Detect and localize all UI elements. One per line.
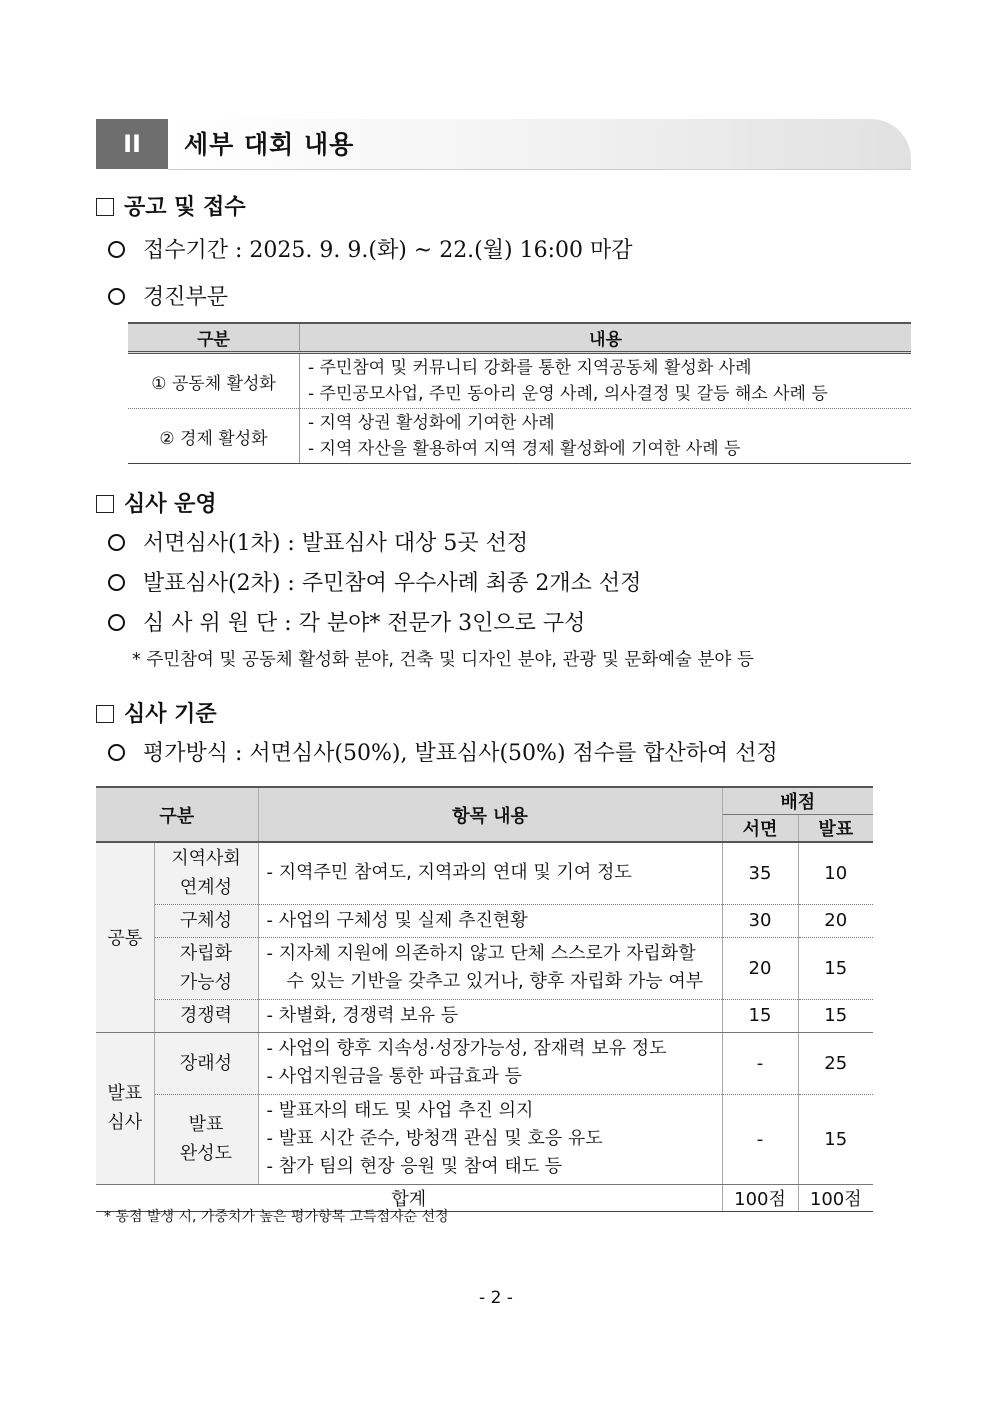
group-cell: 공통 xyxy=(96,842,154,1032)
square-bullet-icon xyxy=(96,495,114,513)
content-line: - 발표 시간 준수, 방청객 관심 및 호응 유도 xyxy=(266,1128,603,1149)
group-line: 발표 xyxy=(107,1083,143,1104)
total-written: 100점 xyxy=(722,1184,798,1211)
heading-text: 심사 운영 xyxy=(124,492,217,517)
bullet-judges xyxy=(108,606,585,637)
bullet-method xyxy=(108,736,778,767)
table-header: 내용 xyxy=(300,323,912,353)
heading-announcement xyxy=(96,190,246,221)
heading-text: 공고 및 접수 xyxy=(124,195,246,220)
bullet-categories xyxy=(108,280,228,311)
sub-line: 가능성 xyxy=(179,972,233,993)
square-bullet-icon xyxy=(96,198,114,216)
table-row xyxy=(96,842,873,904)
circle-bullet-icon xyxy=(108,744,125,761)
sub-line: 지역사회 xyxy=(171,848,241,870)
heading-criteria xyxy=(96,697,217,728)
sub-category-cell: 장래성 xyxy=(154,1032,258,1094)
bullet-period xyxy=(108,233,633,264)
group-line: 심사 xyxy=(107,1112,143,1133)
bullet-text: 심 사 위 원 단 : 각 분야* 전문가 3인으로 구성 xyxy=(143,611,586,636)
bullet-text: 경진부문 xyxy=(143,285,229,310)
written-score: 20 xyxy=(722,937,798,999)
bullet-text: 접수기간 : 2025. 9. 9.(화) ~ 22.(월) 16:00 마감 xyxy=(143,238,633,263)
category-cell: ② 경제 활성화 xyxy=(128,409,300,464)
group-cell xyxy=(96,1032,154,1184)
table-row xyxy=(128,409,911,464)
table-row xyxy=(96,1032,873,1094)
table-header: 서면 xyxy=(722,815,798,843)
presentation-score: 15 xyxy=(798,937,873,999)
written-score: 30 xyxy=(722,904,798,937)
table-header: 구분 xyxy=(96,787,258,842)
presentation-score: 10 xyxy=(798,842,873,904)
presentation-score: 15 xyxy=(798,1094,873,1184)
content-line: - 지역 자산을 활용하여 지역 경제 활성화에 기여한 사례 등 xyxy=(308,439,741,459)
table-header: 항목 내용 xyxy=(258,787,722,842)
circle-bullet-icon xyxy=(108,241,125,258)
criteria-table xyxy=(96,786,873,1212)
written-score: - xyxy=(722,1032,798,1094)
content-line: - 주민공모사업, 주민 동아리 운영 사례, 의사결정 및 갈등 해소 사례 등 xyxy=(308,384,828,404)
table-header: 배점 xyxy=(722,787,873,815)
content-cell xyxy=(258,1032,722,1094)
circle-bullet-icon xyxy=(108,534,125,551)
content-cell xyxy=(258,1094,722,1184)
sub-line: 발표 xyxy=(188,1114,224,1135)
presentation-score: 20 xyxy=(798,904,873,937)
content-line: - 지역 상권 활성화에 기여한 사례 xyxy=(308,413,555,433)
circle-bullet-icon xyxy=(108,614,125,631)
content-line: - 사업의 향후 지속성·성장가능성, 잠재력 보유 정도 xyxy=(266,1038,667,1059)
presentation-score: 15 xyxy=(798,999,873,1032)
square-bullet-icon xyxy=(96,705,114,723)
bullet-text: 서면심사(1차) : 발표심사 대상 5곳 선정 xyxy=(143,531,529,556)
written-score: 15 xyxy=(722,999,798,1032)
table-header: 발표 xyxy=(798,815,873,843)
content-cell: - 차별화, 경쟁력 보유 등 xyxy=(258,999,722,1032)
total-label: 합계 xyxy=(96,1184,722,1211)
content-cell xyxy=(258,842,722,904)
bullet-presentation-review xyxy=(108,566,641,597)
table-header: 구분 xyxy=(128,323,300,353)
total-presentation: 100점 xyxy=(798,1184,873,1211)
sub-category-cell xyxy=(154,1094,258,1184)
section-header xyxy=(96,119,911,169)
written-score: 35 xyxy=(722,842,798,904)
content-line: - 발표자의 태도 및 사업 추진 의지 xyxy=(266,1100,534,1121)
content-cell: - 사업의 구체성 및 실제 추진현황 xyxy=(258,904,722,937)
content-line: - 주민참여 및 커뮤니티 강화를 통한 지역공동체 활성화 사례 xyxy=(308,358,752,378)
sub-line: 완성도 xyxy=(179,1143,233,1164)
content-line: - 사업지원금을 통한 파급효과 등 xyxy=(266,1066,522,1087)
sub-category-cell: 구체성 xyxy=(154,904,258,937)
circle-bullet-icon xyxy=(108,574,125,591)
content-cell xyxy=(300,353,912,409)
content-line: - 지자체 지원에 의존하지 않고 단체 스스로가 자립화할 xyxy=(266,943,696,964)
table-row xyxy=(96,904,873,937)
presentation-score: 25 xyxy=(798,1032,873,1094)
tie-note: * 동점 발생 시, 가중치가 높은 평가항목 고득점자순 선정 xyxy=(104,1209,449,1225)
bullet-written-review xyxy=(108,526,528,557)
content-line: - 지역주민 참여도, 지역과의 연대 및 기여 정도 xyxy=(266,862,632,884)
sub-line: 연계성 xyxy=(179,877,233,899)
section-title-bar xyxy=(168,119,911,170)
bullet-text: 평가방식 : 서면심사(50%), 발표심사(50%) 점수를 합산하여 선정 xyxy=(143,741,778,766)
heading-text: 심사 기준 xyxy=(124,702,217,727)
content-line: 수 있는 기반을 갖추고 있거나, 향후 자립화 가능 여부 xyxy=(286,971,704,992)
page-number: - 2 - xyxy=(479,1288,513,1308)
bullet-text: 발표심사(2차) : 주민참여 우수사례 최종 2개소 선정 xyxy=(143,571,642,596)
sub-category-cell: 경쟁력 xyxy=(154,999,258,1032)
category-cell: ① 공동체 활성화 xyxy=(128,353,300,409)
section-title: 세부 대회 내용 xyxy=(184,130,355,159)
content-line: - 참가 팀의 현장 응원 및 참여 태도 등 xyxy=(266,1156,563,1177)
judges-note: * 주민참여 및 공동체 활성화 분야, 건축 및 디자인 분야, 관광 및 문화예술 분야 등 xyxy=(132,650,754,670)
section-number: II xyxy=(96,119,168,169)
heading-review-operation xyxy=(96,487,217,518)
sub-category-cell xyxy=(154,842,258,904)
table-row xyxy=(96,999,873,1032)
table-row xyxy=(96,937,873,999)
written-score: - xyxy=(722,1094,798,1184)
table-row xyxy=(96,1094,873,1184)
category-table xyxy=(128,322,911,464)
sub-line: 자립화 xyxy=(179,943,233,964)
circle-bullet-icon xyxy=(108,288,125,305)
content-cell xyxy=(258,937,722,999)
sub-category-cell xyxy=(154,937,258,999)
content-cell xyxy=(300,409,912,464)
table-row xyxy=(128,353,911,409)
